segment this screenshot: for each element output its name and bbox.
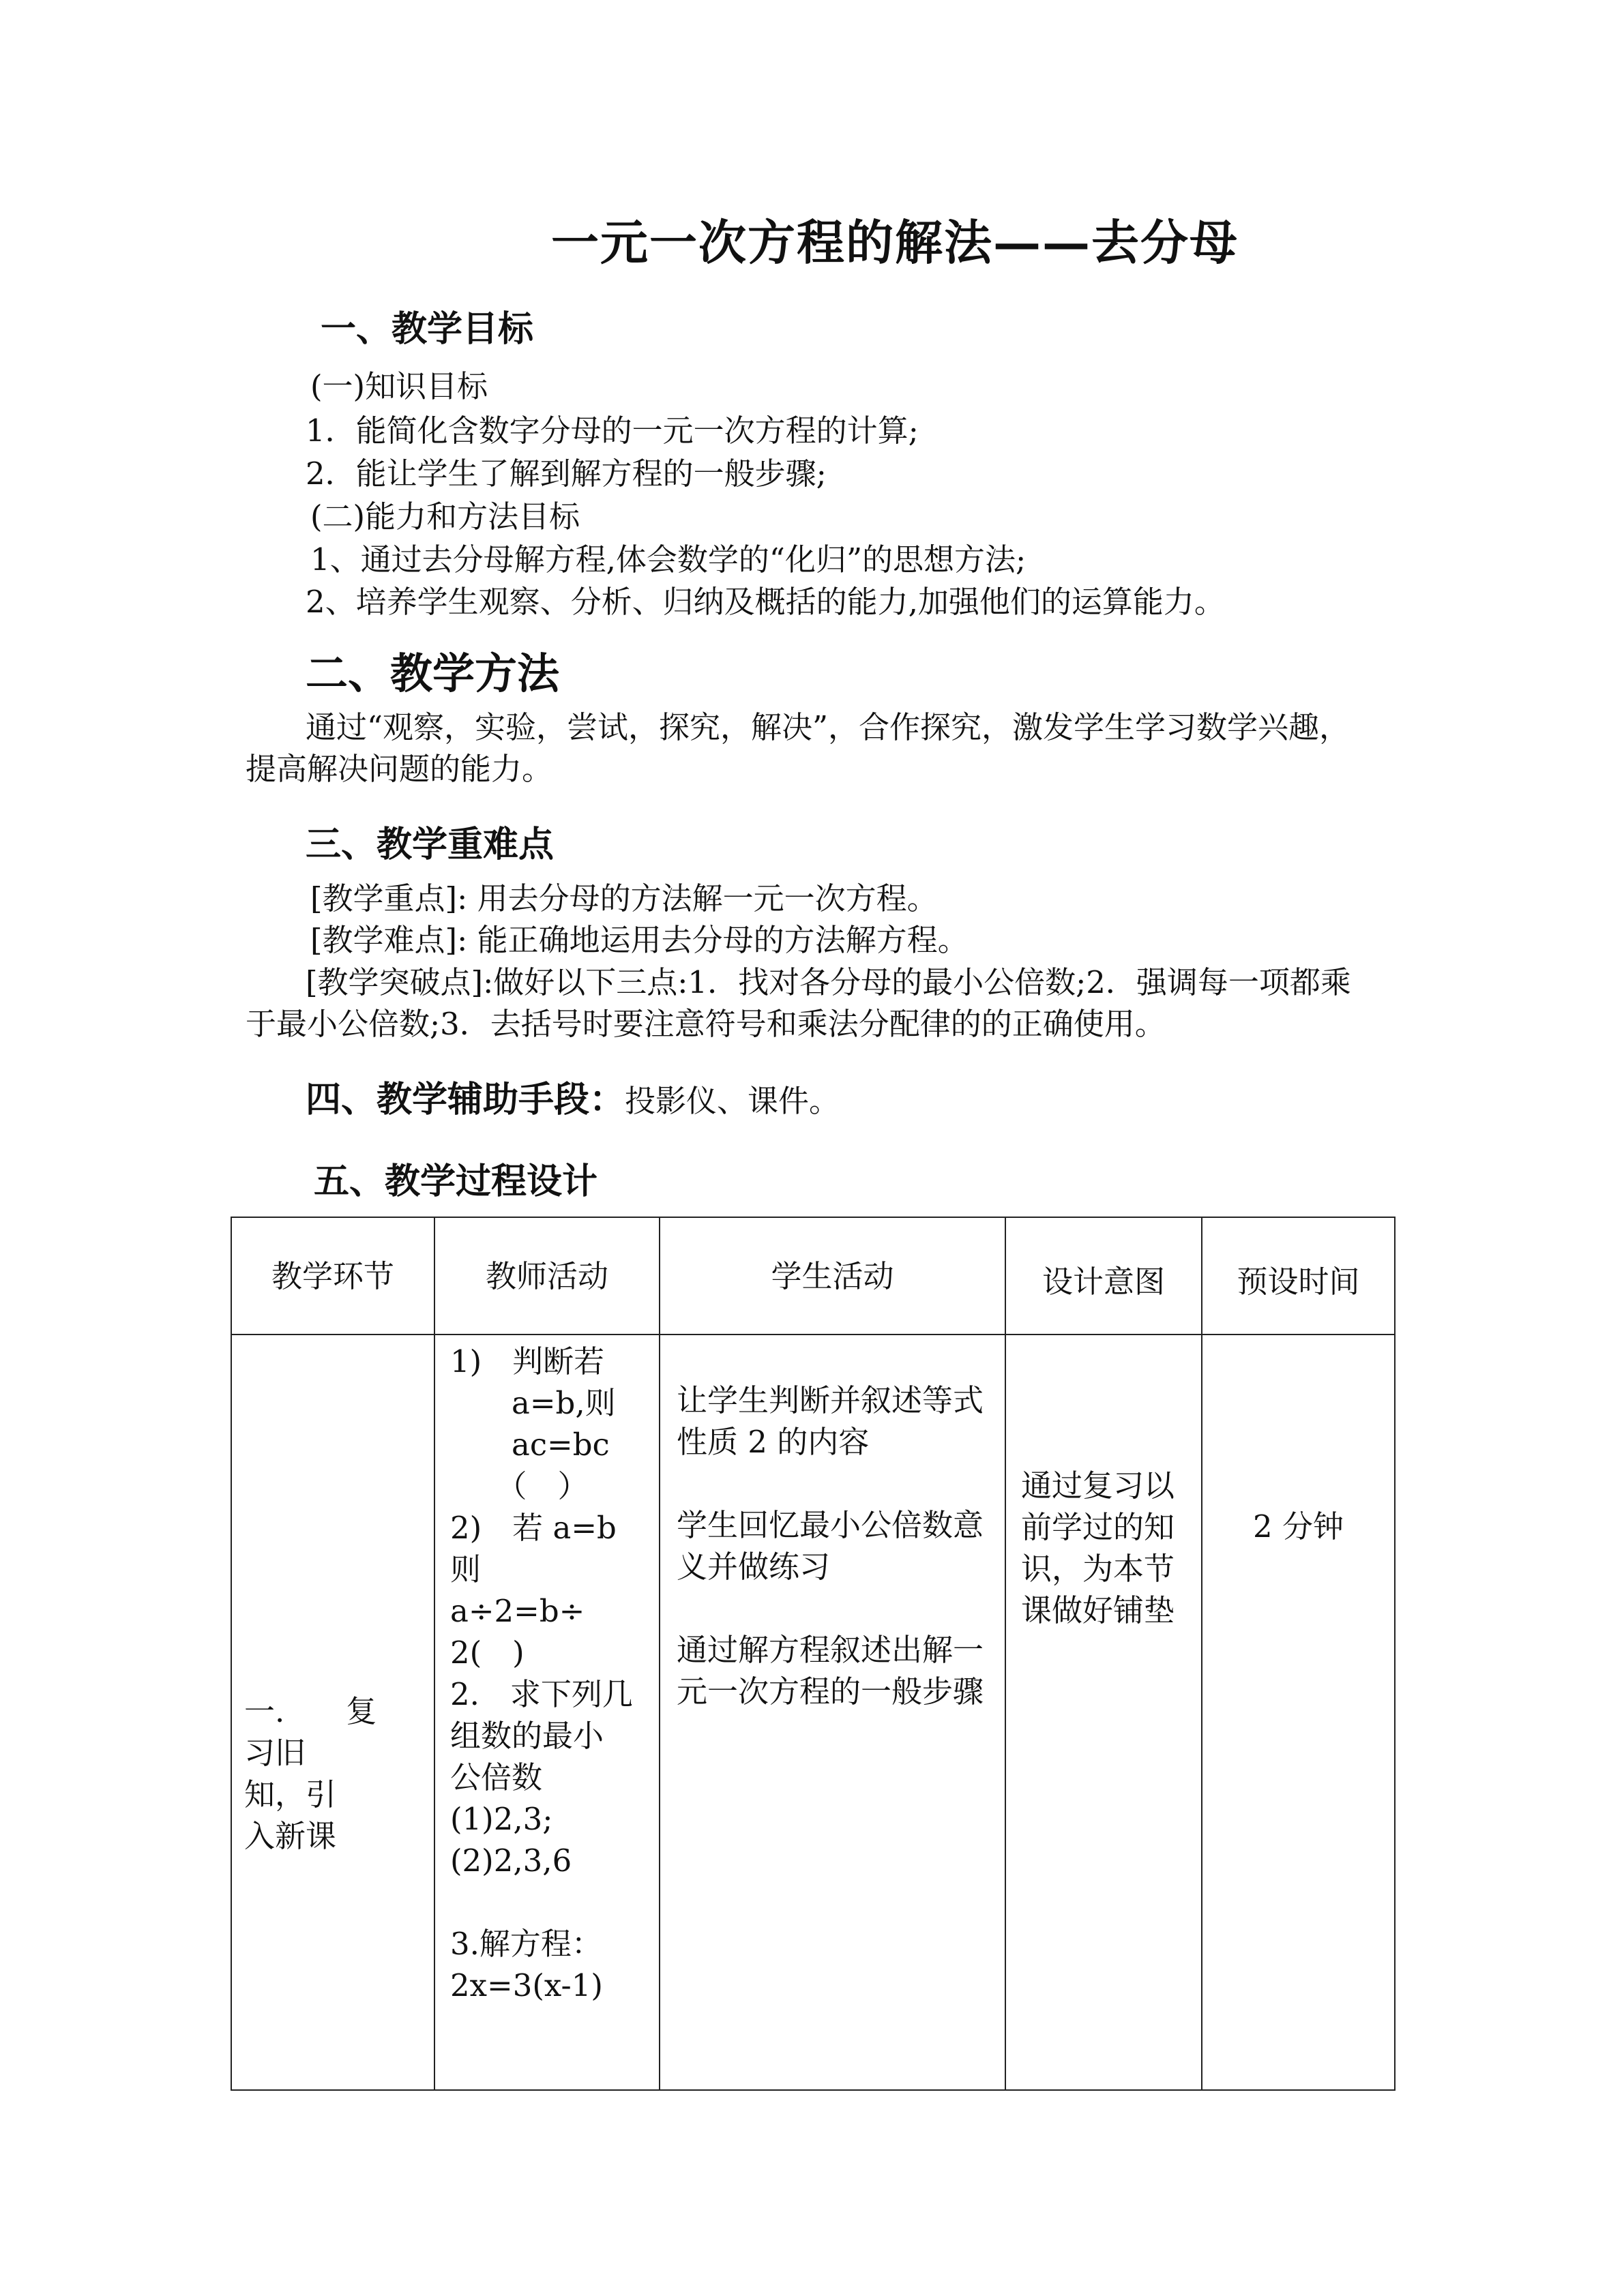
methods-paragraph: 通过“观察，实验，尝试，探究，解决”，合作探究，激发学生学习数学兴趣，提高解决问题的能力。 [246,709,1350,787]
header-cell-time: 预设时间 [1202,1217,1395,1335]
document-title: 一元一次方程的解法——去分母 [551,214,1239,271]
objective-item: 1、通过去分母解方程,体会数学的“化归”的思想方法; [310,541,1027,578]
student-activity-cell: 让学生判断并叙述等式性质 2 的内容 学生回忆最小公倍数意义并做练习 通过解方程叙述出解一元一次方程的一般步骤 [660,1335,1005,2090]
teaching-aids-line [306,1071,840,1122]
objective-item: 1．能简化含数字分母的一元一次方程的计算; [306,413,919,449]
ability-objective-label: (二)能力和方法目标 [310,498,580,535]
knowledge-objective-label: (一)知识目标 [310,368,488,404]
preset-time-cell: 2 分钟 [1202,1335,1395,2090]
table-row [231,1335,1395,2090]
section-heading-process: 五、教学过程设计 [314,1161,598,1202]
difficult-point: [教学难点]: 能正确地运用去分母的方法解方程。 [310,922,969,958]
section-heading-objectives: 一、教学目标 [321,308,534,350]
section-heading-aids: 四、教学辅助手段： [306,1079,625,1120]
teacher-activity-cell: 1) 判断若 a=b,则 ac=bc （ ） 2) 若 a=b 则 a÷2=b÷ 2( ) 2. 求下列几 组数的最小 公倍数 (1)2,3;(2)2,3,6 3.解方程： 2x=3(x-1) [434,1335,660,2090]
objective-item: 2．能让学生了解到解方程的一般步骤; [306,456,827,492]
header-cell-stage: 教学环节 [231,1217,434,1335]
breakthrough-paragraph: [教学突破点]:做好以下三点:1．找对各分母的最小公倍数;2．强调每一项都乘于最小公倍数;3．去括号时要注意符号和乘法分配律的的正确使用。 [246,964,1351,1042]
objective-item: 2、培养学生观察、分析、归纳及概括的能力,加强他们的运算能力。 [306,584,1225,620]
section-heading-key-points: 三、教学重难点 [306,824,555,865]
key-point: [教学重点]: 用去分母的方法解一元一次方程。 [310,880,938,916]
header-cell-teacher: 教师活动 [434,1217,660,1335]
header-cell-intent: 设计意图 [1005,1217,1202,1335]
teaching-aids-text: 投影仪、课件。 [625,1083,840,1119]
lesson-plan-table [231,1217,1396,2091]
design-intent-cell: 通过复习以前学过的知识，为本节课做好铺垫 [1005,1335,1202,2090]
section-heading-methods: 二、教学方法 [306,648,560,698]
header-cell-student: 学生活动 [660,1217,1005,1335]
stage-cell: 一. 复 习旧 知，引 入新课 [231,1335,434,2090]
table-header-row [231,1217,1395,1335]
